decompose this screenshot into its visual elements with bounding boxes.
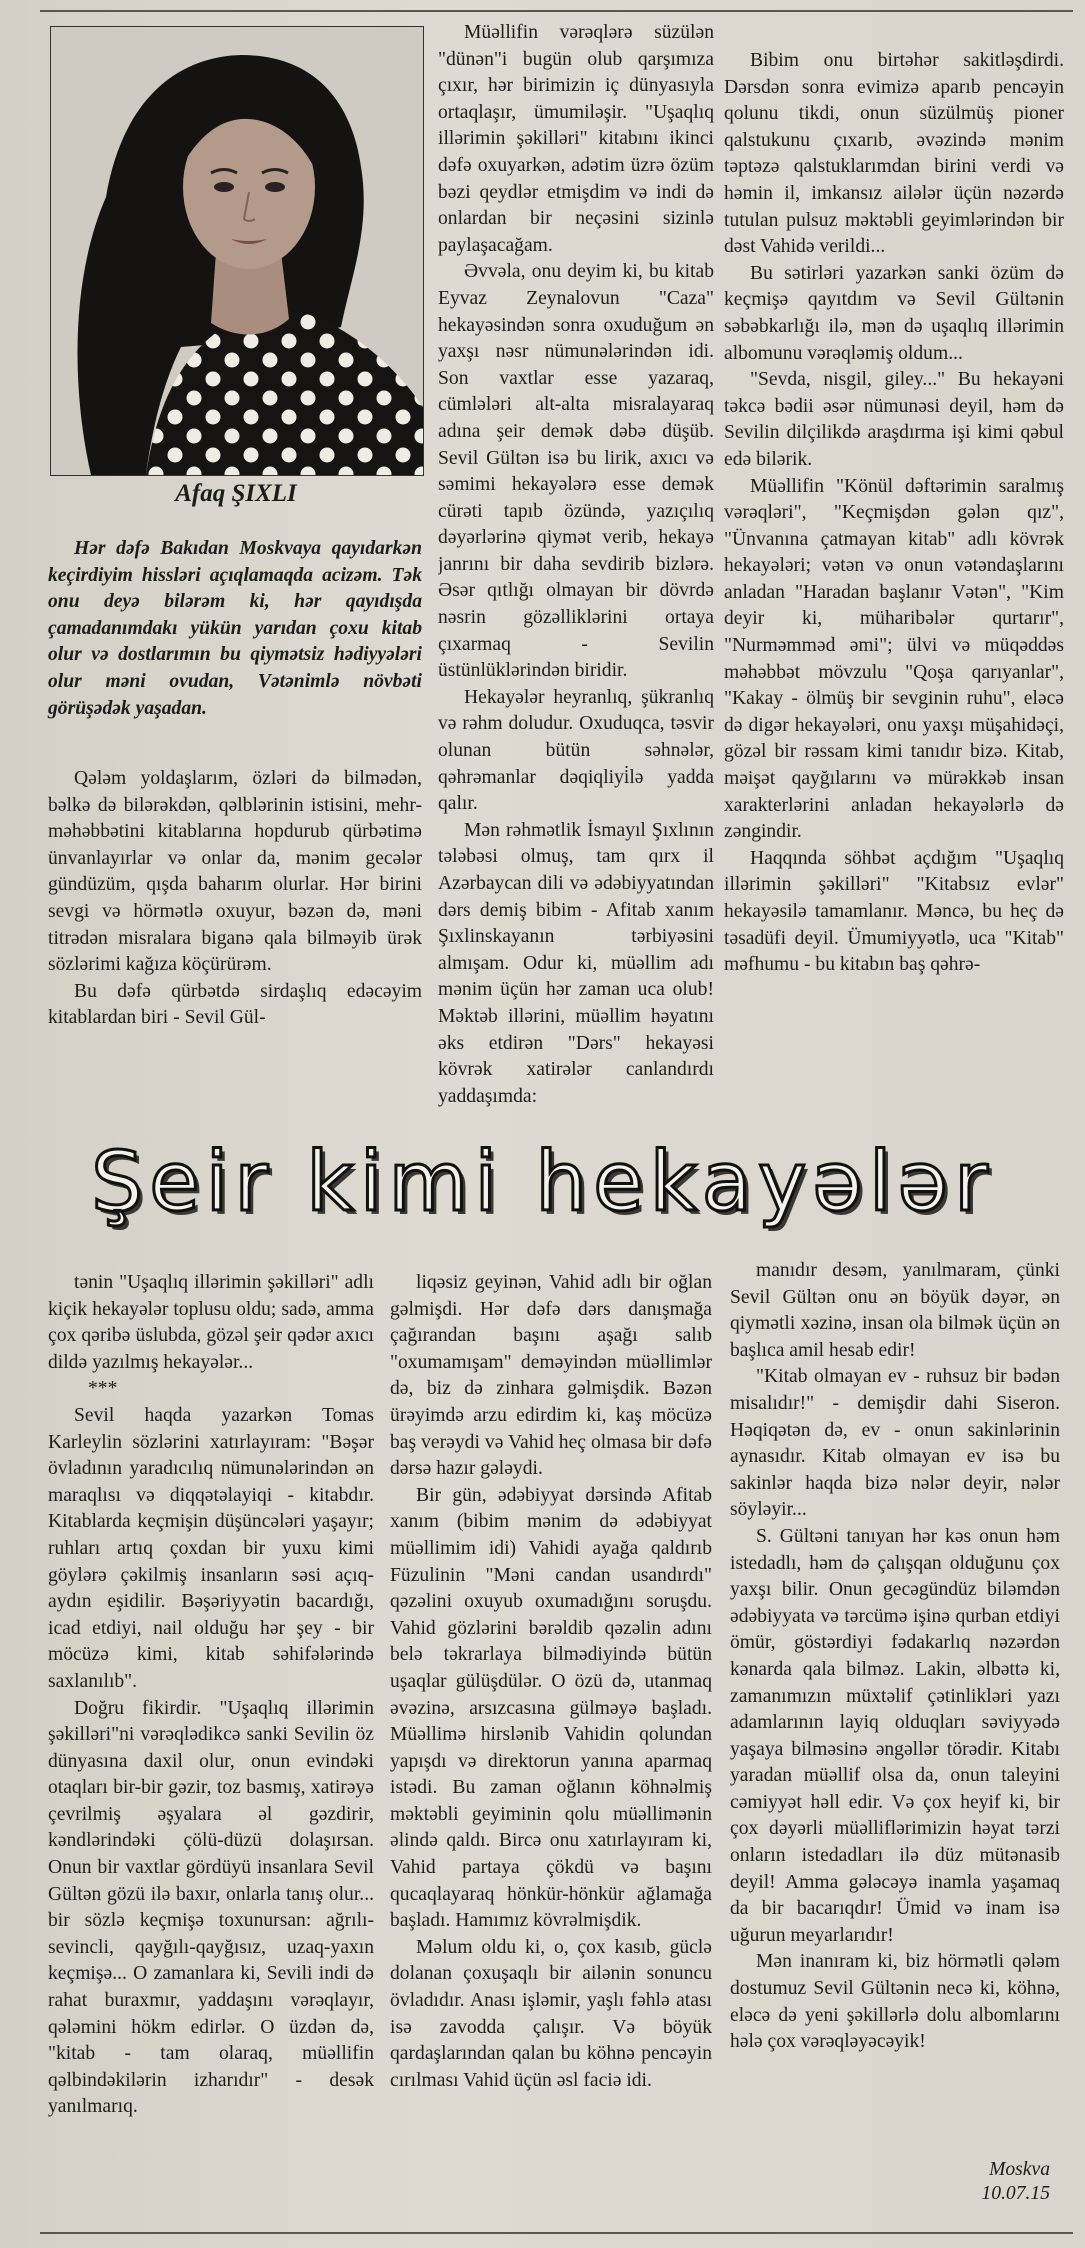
article-headline: Şeir kimi hekayələr (91, 1135, 994, 1230)
column-2-bottom (390, 1270, 712, 2232)
paragraph: Sevil haqda yazarkən Tomas Karleylin sözlərini xatırlayıram: "Bəşər övladının yaradıcılıq nümunələrindən ən maraqlısı və diqqətəlayiqi - kitabdır. Kitablarda keçmişin düşüncələri yaşayır; ruhları artıq çoxdan bir yuxu kimi göylərə çəkilmiş insanların səsi açıq-aydın eşidilir. Bəşəriyyətin bacardığı, icad etdiyi, nail olduğu hər şey - bir möcüzə kimi, kitab səhifələrində saxlanılıb". (48, 1404, 374, 1692)
paragraph: tənin "Uşaqlıq illərimin şəkilləri" adlı kiçik hekayələr toplusu oldu; sadə, amma çox qəribə üslubda, gözəl şeir qədər axıcı dildə yazılmış hekayələr... (48, 1272, 374, 1373)
paragraph: liqəsiz geyinən, Vahid adlı bir oğlan gəlmişdi. Hər dəfə dərs danışmağa çağırandan başını aşağı salıb "oxumamışam" deməyindən müəllimlər də, biz də zinhara gəlmişdik. Bəzən ürəyimdə arzu edirdim ki, kaş möcüzə baş verəydi və Vahid heç olmasa bir dəfə dərsə hazır gələydi. (390, 1272, 712, 1480)
paragraph: Mən rəhmətlik İsmayıl Şıxlının tələbəsi olmuş, tam qırx il Azərbaycan dili və ədəbiyyatından dərs demiş bibim - Afitab xanım Şıxlinskayanın tərbiyəsini almışam. Odur ki, müəllim adı mənim üçün hər zaman uca olub! Məktəb illərini, müəllim həyatını əks etdirən "Dərs" hekayəsi kövrək xatirələr canlandırdı yaddaşımda: (438, 819, 714, 1107)
column-3-bottom (730, 1258, 1060, 2158)
signoff (920, 2158, 1050, 2206)
paragraph: manıdır desəm, yanılmaram, çünki Sevil Gültən onu ən böyük dəyər, ən qiymətli xəzinə, insan ola bilmək üçün ən başlıca amil hesab edir! (730, 1260, 1060, 1361)
paragraph: Bu dəfə qürbətdə sirdaşlıq edəcəyim kitablardan biri - Sevil Gül- (48, 980, 422, 1029)
paragraph: Bu sətirləri yazarkən sanki özüm də keçmişə qayıtdım və Sevil Gültənin səbəbkarlığı ilə, mən də uşaqlıq illərimin albomunu vərəqləmiş oldum... (724, 262, 1064, 364)
column-1-bottom (48, 1270, 374, 2232)
column-3-top (724, 48, 1064, 1108)
paragraph: Məlum oldu ki, o, çox kasıb, güclə dolanan çoxuşaqlı bir ailənin sonuncu övladıdır. Anası işləmir, yaşlı fəhlə atası isə zavodda çalışır. Və böyük qardaşlarından qalan bu köhnə pencəyin cırılması Vahid üçün əsl faciə idi. (390, 1936, 712, 2091)
bottom-rule (40, 2232, 1073, 2234)
author-byline: Afaq ŞIXLI (175, 480, 297, 507)
signoff-date: 10.07.15 (981, 2183, 1050, 2204)
paragraph: Müəllifin "Könül dəftərimin saralmış vərəqləri", "Keçmişdən gələn qız", "Ünvanına çatmayan kitab" adlı kövrək hekayələri; vətən və onun vətəndaşlarını anladan "Haradan başlanır Vətən", "Kim deyir ki, müharibələr qurtarır", "Nurməmməd əmi"; ülvi və müqəddəs məhəbbət mövzulu "Qoşa qarıyanlar", "Kakay - ölmüş bir sevginin ruhu", eləcə də digər hekayələri, onu yaxşı müşahidəçi, gözəl bir rəssam kimi tanıdır bizə. Kitab, məişət qayğılarını və mürəkkəb insan xarakterlərini anladan hekayələrlə də zəngindir. (724, 475, 1064, 843)
paragraph: Bibim onu birtəhər sakitləşdirdi. Dərsdən sonra evimizə aparıb pencəyin qolunu tikdi, onun süzülmüş pioner qalstukunu çıxarıb, əvəzində mənim təptəzə qalstuklarımdan birini verdi və həmin il, imkansız ailələr üçün nəzərdə tutulan pulsuz məktəbli geyimlərindən bir dəst Vahidə verildi... (724, 50, 1064, 258)
paragraph: Doğru fikirdir. "Uşaqlıq illərimin şəkilləri"ni vərəqlədikcə sanki Sevilin öz dünyasına daxil olur, onun evindəki otaqları bir-bir gəzir, toz basmış, xatirəyə çevrilmiş əşyalara əl gəzdirir, kəndlərindəki çölü-düzü dolaşırsan. Onun bir vaxtlar gördüyü insanlara Sevil Gültən gözü ilə baxır, onlarla tanış olur... bir sözlə keçmişə toxunursan: ağrılı-sevincli, qayğılı-qayğısız, uzaq-yaxın keçmişə... O zamanlara ki, Sevili indi də rahat buraxmır, yaddaşını vərəqlayır, qələmini hökm edirlər. O üzdən də, "kitab - tam olaraq, müəllifin qəlbindəkilərin izharıdır" - desək yanılmarıq. (48, 1697, 374, 2118)
paragraph: Haqqında söhbət açdığım "Uşaqlıq illərimin şəkilləri" "Kitabsız evlər" hekayəsilə tamamlanır. Məncə, bu heç də təsadüfi deyil. Ümumiyyətlə, uca "Kitab" məfhumu - bu kitabın baş qəhrə- (724, 847, 1064, 976)
column-2-top (438, 20, 714, 1108)
top-rule (40, 10, 1073, 12)
paragraph: "Kitab olmayan ev - ruhsuz bir bədən misalıdır!" - demişdir dahi Siseron. Həqiqətən də, ev - onun sakinlərinin aynasıdır. Kitab olmayan ev isə bu sakinlər haqda bizə nələr deyir, nələr söyləyir... (730, 1366, 1060, 1521)
paragraph: Müəllifin vərəqlərə süzülən "dünən"i bugün olub qarşımıza çıxır, hər birimizin iç dünyasıyla ortaqlaşır, ümumiləşir. "Uşaqlıq illərimin şəkilləri" kitabını ikinci dəfə oxuyarkən, adətim üzrə özüm bəzi qeydlər etmişdim və indi də onlardan bir neçəsini sizinlə paylaşacağam. (438, 22, 714, 256)
paragraph: Əvvəla, onu deyim ki, bu kitab Eyvaz Zeynalovun "Caza" hekayəsindən sonra oxuduğum ən yaxşı nəsr nümunələrindən idi. Son vaxtlar esse yazaraq, cümlələri alt-alta misralayaraq adına şeir demək dəbə düşüb. Sevil Gültən isə bu lirik, axıcı və səmimi hekayələrə esse demək cürəti tapıb özündə, yazıçılıq dəyərlərinə qiymət verib, hekayə janrını bir daha sevdirib bizlərə. Əsər qıtlığı olmayan bir dövrdə nəsrin gözəlliklərini ortaya çıxarmaq - Sevilin üstünlüklərindən biridir. (438, 261, 714, 682)
paragraph: Mən inanıram ki, biz hörmətli qələm dostumuz Sevil Gültənin necə ki, köhnə, eləcə də yeni şəkillərlə dolu albomlarını hələ çox vərəqləyəcəyik! (730, 1951, 1060, 2053)
signoff-city: Moskva (989, 2159, 1050, 2180)
section-separator: *** (88, 1378, 118, 1400)
portrait-illustration (51, 27, 423, 475)
paragraph: Bir gün, ədəbiyyat dərsində Afitab xanım (bibim mənim də ədəbiyyat müəllimim idi) Vahidi ayağa qaldırıb Füzulinin "Məni candan usandırdı" qəzəlini oxuyub oxumadığını soruşdu. Vahid gözlərini bərəldib qəzəlin adını belə təkrarlaya bilmədiyində bütün uşaqlar gülüşdülər. O özü də, utanmaq əvəzinə, arsızcasına gülməyə başladı. Müəllimə hirslənib Vahidin qolundan yapışdı və direktorun yanına aparmaq istədi. Bu zaman oğlanın köhnəlmiş məktəbli geyiminin qolu müəllimənin əlində qaldı. Bircə onu xatırlayıram ki, Vahid partaya çökdü və başını qucaqlayaraq hönkür-hönkür ağlamağa başladı. Hamımız kövrəlmişdik. (390, 1484, 712, 1932)
paragraph: Qələm yoldaşlarım, özləri də bilmədən, bəlkə də bilərəkdən, qəlblərinin istisini, mehr-məhəbbətini kitablarına hopdurub qürbətimə ünvanlayırlar və onlar da, mənim gecələr gündüzüm, qışda baharım olurlar. Hər birini sevgi və hörmətlə oxuyur, bəzən də, məni titrədən misralara biganə qala bilməyib ürək sözlərimi kağıza köçürürəm. (48, 768, 422, 976)
paragraph: S. Gültəni tanıyan hər kəs onun həm istedadlı, həm də çalışqan olduğunu çox yaxşı bilir. Onun gecəgündüz biləmdən ədəbiyyata və tərcümə işinə qurban etdiyi ömür, göstərdiyi fədakarlıq nəzərdən kənarda qala bilməz. Lakin, əlbəttə ki, zamanımızın müxtəlif çətinlikləri yazı adamlarının layiq olduqları səviyyədə yaşaya bilməsinə əngəllər törədir. Kitabı yaradan müəllif olsa da, onun taleyini cəmiyyət həll edir. Və çox heyif ki, bir çox dəyərli müəlliflərimizin həyat tərzi onların istedadları ilə düz mütənasib deyil! Amma gələcəyə inamla yaşamaq da bir bacarıqdır! Ümid və inam isə uğurun meyarlarıdır! (730, 1525, 1060, 1946)
paragraph: "Sevda, nisgil, giley..." Bu hekayəni təkcə bədii əsər nümunəsi deyil, həm də Sevilin dilçilikdə araşdırma işi kimi qəbul edə bilərik. (724, 369, 1064, 470)
intro-lead: Hər dəfə Bakıdan Moskvaya qayıdarkən keçirdiyim hissləri açıqlamaqda acizəm. Tək onu deyə bilərəm ki, hər qayıdışda çamadanımdakı yükün yarıdan çoxu kitab olur və dostlarımın bu qiymətsiz hədiyyələri olur məni ovudan, Vətənimlə növbəti görüşədək yaşadan. (48, 538, 422, 719)
column-1-top (48, 766, 422, 1108)
author-photo (50, 26, 424, 476)
paragraph: Hekayələr heyranlıq, şükranlıq və rəhm doludur. Oxuduqca, təsvir olunan bütün səhnələr, qəhrəmanlar dəqiqliyi̇lə yadda qalır. (438, 686, 714, 815)
